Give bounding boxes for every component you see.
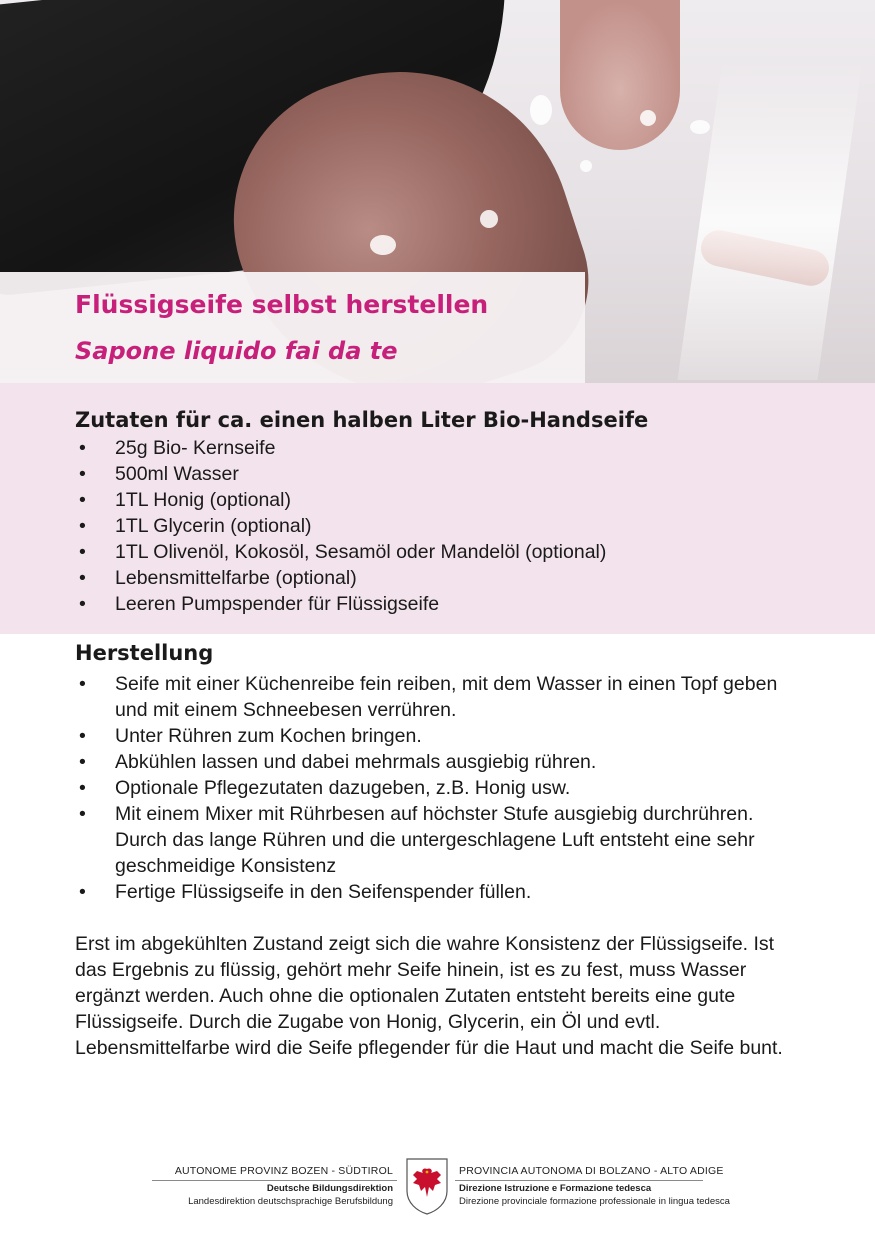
footer-divider-right: [455, 1180, 703, 1181]
footer-left-line1: AUTONOME PROVINZ BOZEN - SÜDTIROL: [174, 1165, 393, 1177]
title-box: [0, 272, 585, 383]
list-item: • 1TL Olivenöl, Kokosöl, Sesamöl oder Mandelöl (optional): [79, 541, 607, 563]
preparation-heading: Herstellung: [75, 641, 214, 665]
preparation-steps: [75, 671, 805, 905]
footer-left-line2: Deutsche Bildungsdirektion: [266, 1183, 393, 1194]
list-item: • Mit einem Mixer mit Rührbesen auf höchster Stufe ausgiebig durchrühren. Durch das lange Rühren und die untergeschlagene Luft entsteht eine sehr geschmeidige Konsistenz: [79, 803, 755, 877]
ingredients-list: [75, 435, 606, 617]
footer-right-line2: Direzione Istruzione e Formazione tedesca: [459, 1183, 652, 1194]
footer-right-line1: PROVINCIA AUTONOMA DI BOLZANO - ALTO ADIGE: [459, 1165, 724, 1177]
list-item: • Lebensmittelfarbe (optional): [79, 567, 357, 589]
footer-left-line3: Landesdirektion deutschsprachige Berufsbildung: [188, 1196, 393, 1207]
list-item: • Abkühlen lassen und dabei mehrmals ausgiebig rühren.: [79, 751, 597, 773]
page-title: Flüssigseife selbst herstellen: [75, 290, 489, 319]
page-subtitle-italian: Sapone liquido fai da te: [75, 337, 398, 365]
list-item: • 500ml Wasser: [79, 463, 239, 485]
list-item: • Leeren Pumpspender für Flüssigseife: [79, 593, 440, 615]
ingredients-heading: Zutaten für ca. einen halben Liter Bio-Handseife: [75, 408, 649, 432]
footer-divider-left: [152, 1180, 397, 1181]
list-item: • Unter Rühren zum Kochen bringen.: [79, 725, 422, 747]
footer-right-line3: Direzione provinciale formazione professionale in lingua tedesca: [459, 1196, 730, 1207]
list-item: • Optionale Pflegezutaten dazugeben, z.B. Honig usw.: [79, 777, 571, 799]
list-item: • Seife mit einer Küchenreibe fein reiben, mit dem Wasser in einen Topf geben und mit einem Schneebesen verrühren.: [79, 673, 778, 721]
list-item: • 1TL Honig (optional): [79, 489, 291, 511]
list-item: • 1TL Glycerin (optional): [79, 515, 312, 537]
eagle-crest-icon: [405, 1157, 449, 1215]
list-item: • 25g Bio- Kernseife: [79, 437, 276, 459]
note-paragraph: Erst im abgekühlten Zustand zeigt sich die wahre Konsistenz der Flüssigseife. Ist das Ergebnis zu flüssig, gehört mehr Seife hinein, ist es zu fest, muss Wasser ergänzt werden. Auch ohne die optionalen Zutaten entsteht bereits eine gute Flüssigseife. Durch die Zugabe von Honig, Glycerin, ein Öl und evtl. Lebensmittelfarbe wird die Seife pflegender für die Haut und macht die Seife bunt.: [75, 933, 783, 1059]
list-item: • Fertige Flüssigseife in den Seifenspender füllen.: [79, 881, 532, 903]
